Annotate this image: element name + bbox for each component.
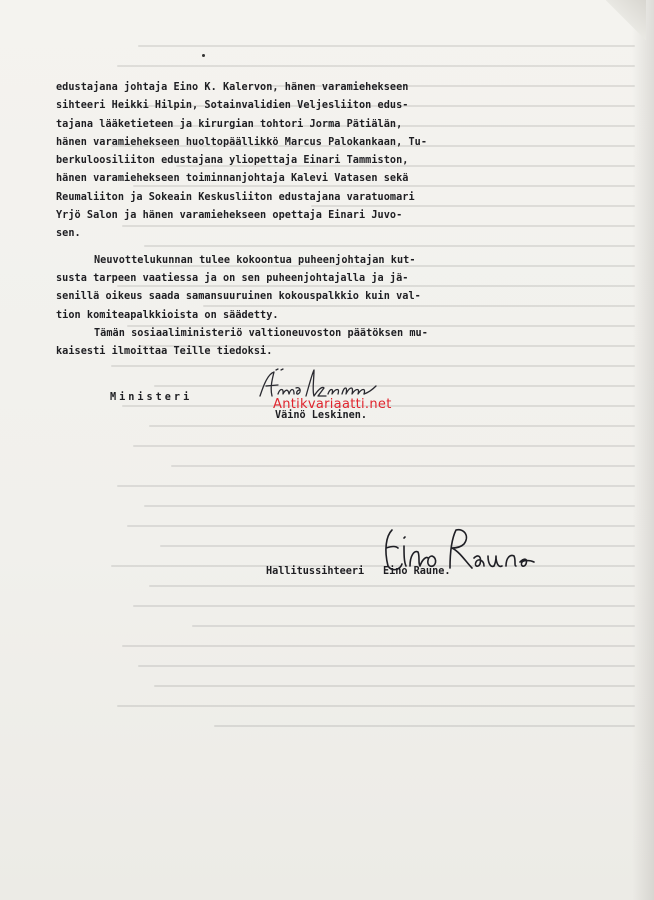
page-edge-shadow xyxy=(632,0,654,900)
text-line: Yrjö Salon ja hänen varamiehekseen opettaja Einari Juvo- xyxy=(56,210,403,222)
text-line: sihteeri Heikki Hilpin, Sotainvalidien Veljesliiton edus- xyxy=(56,100,409,112)
text-line: hänen varamiehekseen huoltopäällikkö Marcus Palokankaan, Tu- xyxy=(56,136,428,148)
secretary-label: Hallitussihteeri xyxy=(266,566,365,577)
text-line: susta tarpeen vaatiessa ja on sen puheenjohtajalla ja jä- xyxy=(56,272,409,284)
text-line: tion komiteapalkkioista on säädetty. xyxy=(56,309,279,321)
paragraph-2 xyxy=(56,252,576,325)
watermark-text: Antikvariaatti.net xyxy=(273,397,392,412)
text-line: hänen varamiehekseen toiminnanjohtaja Kalevi Vatasen sekä xyxy=(56,173,409,185)
text-line: kaisesti ilmoittaa Teille tiedoksi. xyxy=(56,346,273,358)
text-line: Neuvottelukunnan tulee kokoontua puheenjohtajan kut- xyxy=(94,254,416,266)
text-line: senillä oikeus saada samansuuruinen kokouspalkkio kuin val- xyxy=(56,291,421,303)
ink-dot xyxy=(202,54,205,57)
text-line: edustajana johtaja Eino K. Kalervon, hänen varamiehekseen xyxy=(56,82,409,93)
text-line: sen. xyxy=(56,228,81,240)
secretary-signature xyxy=(378,522,538,580)
text-line: Reumaliiton ja Sokeain Keskusliiton edustajana varatuomari xyxy=(56,191,415,203)
letter-body xyxy=(56,79,576,361)
minister-label: Ministeri xyxy=(110,392,193,403)
text-line: berkuloosiliiton edustajana yliopettaja Einari Tammiston, xyxy=(56,155,409,167)
text-line: Tämän sosiaaliministeriö valtioneuvoston päätöksen mu- xyxy=(94,327,428,339)
page-corner-fold xyxy=(606,0,646,40)
minister-name: Väinö Leskinen. xyxy=(275,410,368,421)
secretary-name: Eino Raune. xyxy=(383,566,451,577)
paragraph-3 xyxy=(56,325,576,362)
paragraph-1 xyxy=(56,79,576,244)
text-line: tajana lääketieteen ja kirurgian tohtori Jorma Pätiälän, xyxy=(56,118,403,130)
